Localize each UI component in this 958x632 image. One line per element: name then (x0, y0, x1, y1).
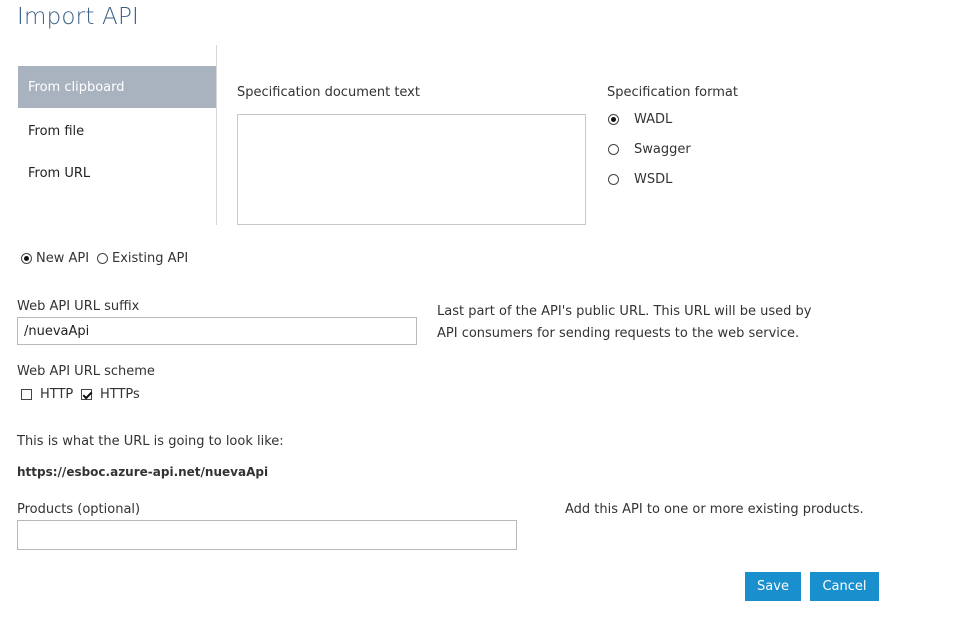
products-help: Add this API to one or more existing products. (565, 502, 864, 517)
api-mode-label-existing: Existing API (112, 251, 189, 266)
radio-wsdl[interactable] (608, 174, 619, 185)
sidebar-item-from-url[interactable] (18, 152, 216, 194)
radio-swagger[interactable] (608, 144, 619, 155)
format-label-wsdl: WSDL (634, 172, 673, 187)
format-label-swagger: Swagger (634, 142, 691, 157)
sidebar-item-label: From clipboard (28, 79, 125, 95)
checkbox-http[interactable] (21, 389, 32, 400)
format-option-swagger[interactable] (608, 142, 691, 157)
checkbox-https[interactable] (81, 389, 92, 400)
url-scheme-label: Web API URL scheme (17, 364, 155, 379)
products-label: Products (optional) (17, 502, 141, 517)
cancel-button[interactable]: Cancel (810, 572, 879, 601)
sidebar-item-label: From URL (28, 165, 91, 181)
url-suffix-input[interactable]: /nuevaApi (17, 317, 417, 345)
api-mode-existing[interactable] (97, 251, 188, 266)
url-suffix-help (437, 301, 811, 345)
sidebar-item-from-file[interactable] (18, 110, 216, 152)
scheme-option-http[interactable] (21, 387, 73, 402)
format-option-wadl[interactable] (608, 112, 672, 127)
radio-existing-api[interactable] (97, 253, 108, 264)
api-mode-new[interactable] (21, 251, 89, 266)
api-mode-label-new: New API (36, 251, 90, 266)
scheme-option-https[interactable] (81, 387, 140, 402)
save-button[interactable]: Save (745, 572, 801, 601)
spec-document-label: Specification document text (237, 85, 420, 100)
url-preview-label: This is what the URL is going to look like: (17, 434, 284, 449)
url-suffix-help-line1: Last part of the API's public URL. This URL will be used by (437, 304, 812, 319)
sidebar-divider (216, 45, 217, 225)
radio-wadl[interactable] (608, 114, 619, 125)
products-input[interactable] (17, 520, 517, 550)
url-suffix-help-line2: API consumers for sending requests to the web service. (437, 326, 800, 341)
spec-format-label: Specification format (607, 85, 738, 100)
url-suffix-label: Web API URL suffix (17, 299, 140, 314)
spec-document-textarea[interactable] (237, 114, 586, 225)
radio-new-api[interactable] (21, 253, 32, 264)
sidebar-item-from-clipboard[interactable] (18, 66, 216, 108)
page-title: Import API (17, 4, 140, 30)
format-label-wadl: WADL (634, 112, 673, 127)
format-option-wsdl[interactable] (608, 172, 672, 187)
url-preview-value: https://esboc.azure-api.net/nuevaApi (17, 465, 269, 479)
sidebar-item-label: From file (28, 123, 85, 139)
scheme-label-https: HTTPs (100, 387, 140, 402)
scheme-label-http: HTTP (40, 387, 74, 402)
